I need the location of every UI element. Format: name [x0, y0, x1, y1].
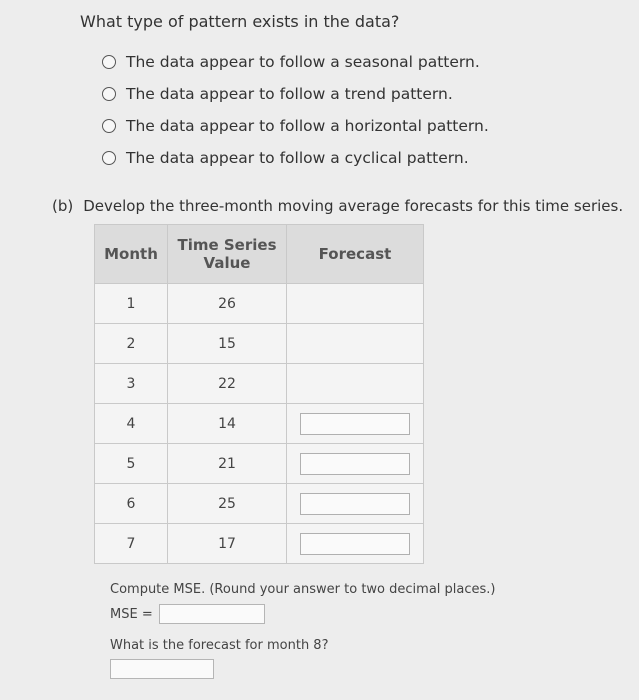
month-cell: 5	[95, 444, 168, 484]
table-row	[95, 364, 424, 404]
forecast-cell	[287, 404, 424, 444]
table-row	[95, 444, 424, 484]
table-header-row	[95, 225, 424, 284]
forecast-cell	[287, 324, 424, 364]
forecast-cell	[287, 284, 424, 324]
forecast-cell	[287, 524, 424, 564]
forecast-input-month-4[interactable]	[300, 413, 410, 435]
table-row	[95, 404, 424, 444]
part-b-instruction	[52, 197, 623, 215]
time-series-table	[94, 224, 424, 564]
value-cell: 15	[168, 324, 287, 364]
mse-row	[110, 604, 265, 624]
header-month: Month	[95, 225, 168, 284]
part-b-tag: (b)	[52, 197, 74, 215]
mse-label: MSE =	[110, 606, 153, 622]
option-label: The data appear to follow a horizontal pattern.	[126, 117, 489, 135]
value-cell: 22	[168, 364, 287, 404]
forecast-cell	[287, 444, 424, 484]
table-row	[95, 284, 424, 324]
pattern-options	[102, 46, 489, 174]
table-row	[95, 524, 424, 564]
mse-prompt: Compute MSE. (Round your answer to two decimal places.)	[110, 582, 496, 597]
radio-button-icon[interactable]	[102, 119, 116, 133]
radio-button-icon[interactable]	[102, 151, 116, 165]
table-row	[95, 324, 424, 364]
option-trend[interactable]	[102, 78, 489, 110]
table-row	[95, 484, 424, 524]
radio-button-icon[interactable]	[102, 87, 116, 101]
forecast-cell	[287, 364, 424, 404]
month-cell: 4	[95, 404, 168, 444]
value-cell: 21	[168, 444, 287, 484]
month-8-forecast-input[interactable]	[110, 659, 214, 679]
value-cell: 26	[168, 284, 287, 324]
value-cell: 17	[168, 524, 287, 564]
part-b-text: Develop the three-month moving average forecasts for this time series.	[83, 197, 624, 215]
option-seasonal[interactable]	[102, 46, 489, 78]
value-cell: 25	[168, 484, 287, 524]
value-cell: 14	[168, 404, 287, 444]
header-forecast: Forecast	[287, 225, 424, 284]
month-cell: 6	[95, 484, 168, 524]
option-cyclical[interactable]	[102, 142, 489, 174]
radio-button-icon[interactable]	[102, 55, 116, 69]
month-cell: 3	[95, 364, 168, 404]
option-label: The data appear to follow a trend pattern.	[126, 85, 453, 103]
month-8-prompt: What is the forecast for month 8?	[110, 638, 329, 653]
header-value: Time Series Value	[168, 225, 287, 284]
month-cell: 2	[95, 324, 168, 364]
option-horizontal[interactable]	[102, 110, 489, 142]
month-cell: 1	[95, 284, 168, 324]
forecast-input-month-7[interactable]	[300, 533, 410, 555]
question-text: What type of pattern exists in the data?	[80, 12, 400, 31]
option-label: The data appear to follow a cyclical pattern.	[126, 149, 469, 167]
mse-input[interactable]	[159, 604, 265, 624]
forecast-cell	[287, 484, 424, 524]
forecast-input-month-6[interactable]	[300, 493, 410, 515]
forecast-input-month-5[interactable]	[300, 453, 410, 475]
option-label: The data appear to follow a seasonal pattern.	[126, 53, 480, 71]
month-cell: 7	[95, 524, 168, 564]
